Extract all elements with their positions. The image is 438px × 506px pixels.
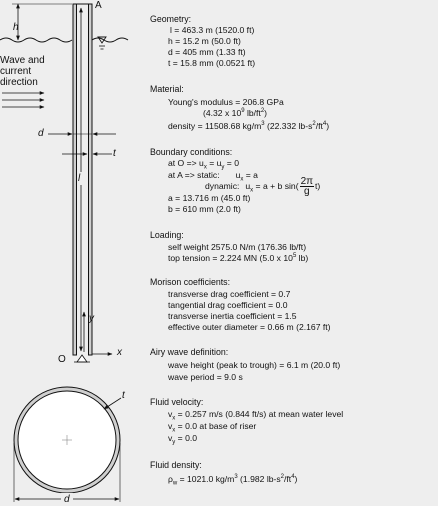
boundary-heading: Boundary conditions: (150, 147, 233, 157)
airy-heading: Airy wave definition: (150, 347, 229, 357)
airy-height: wave height (peak to trough) = 6.1 m (20.0 ft) (168, 360, 341, 370)
velocity-vx-base: $v_x = 0.0$ at base of riser (168, 421, 257, 434)
wave-current-label-line-1: Wave and (0, 55, 45, 66)
material-youngs-alt: (4.32 x $10^9$ $lb/ft^2$) (203, 108, 268, 118)
length-label: l (78, 173, 81, 184)
cross-diameter-label: d (64, 494, 70, 505)
loading-self-weight: self weight 2575.0 N/m (176.36 lb/ft) (168, 242, 307, 252)
thickness-label: t (113, 148, 116, 159)
boundary-at-a-static: at A => static: $u_x = a$ (168, 170, 258, 183)
velocity-vy: $v_y = 0.0$ (168, 433, 198, 446)
boundary-at-o: at $O => u_x = u_y = 0$ (168, 158, 239, 171)
geometry-length: l = 463.3 m (1520.0 ft) (170, 25, 255, 35)
geometry-heading: Geometry: (150, 14, 192, 24)
morison-transverse-drag: transverse drag coefficient = 0.7 (168, 289, 291, 299)
wave-current-label-line-3: direction (0, 77, 38, 88)
diameter-label: d (38, 128, 44, 139)
velocity-heading: Fluid velocity: (150, 397, 204, 407)
pin-support (77, 355, 87, 362)
airy-period: wave period = 9.0 s (168, 372, 243, 382)
fluid-density-heading: Fluid density: (150, 460, 202, 470)
cross-thickness-label: t (122, 390, 125, 401)
riser-pipe-wall-left (73, 4, 77, 355)
boundary-a-value: a = 13.716 m (45.0 ft) (168, 193, 251, 203)
riser-pipe-wall-right (89, 4, 93, 355)
y-axis-label: y (89, 313, 94, 324)
loading-heading: Loading: (150, 230, 184, 240)
dynamic-fraction: $\frac{2\pi}{g}$ (300, 176, 314, 197)
bottom-point-label: O (58, 354, 66, 365)
material-heading: Material: (150, 84, 184, 94)
geometry-diameter: d = 405 mm (1.33 ft) (168, 47, 246, 57)
fluid-density-value: $\rho_w = 1021.0$ $kg/m^3$ (1.982 $lb-s^2/ft^4$) (168, 474, 298, 487)
x-axis-label: x (117, 347, 122, 358)
depth-label: h (13, 22, 19, 33)
geometry-depth: h = 15.2 m (50.0 ft) (168, 36, 241, 46)
morison-tangential-drag: tangential drag coefficient = 0.0 (168, 300, 288, 310)
morison-outer-diameter: effective outer diameter = 0.66 m (2.167 ft) (168, 322, 331, 332)
material-density: density = 11508.68 $kg/m^3$ (22.332 $lb-s^2/ft^4$) (168, 121, 330, 131)
top-point-label: A (95, 0, 102, 11)
water-surface (0, 38, 128, 42)
morison-heading: Morison coefficients: (150, 277, 231, 287)
boundary-b-value: b = 610 mm (2.0 ft) (168, 204, 241, 214)
cross-thickness-leader (104, 398, 121, 409)
wave-current-label-line-2: current (0, 66, 32, 77)
geometry-thickness: t = 15.8 mm (0.0521 ft) (168, 58, 256, 68)
morison-transverse-inertia: transverse inertia coefficient = 1.5 (168, 311, 297, 321)
velocity-vx-surface: $v_x = 0.257$ m/s (0.844 ft/s) at mean water level (168, 409, 344, 422)
boundary-at-a-dynamic: dynamic: $u_x = a + b$ sin( $\frac{2\pi}{g}$ t) (205, 176, 321, 197)
loading-top-tension: top tension = 2.224 MN (5.0 x $10^5$ lb) (168, 253, 309, 263)
material-youngs: Young's modulus = 206.8 GPa (168, 97, 284, 107)
